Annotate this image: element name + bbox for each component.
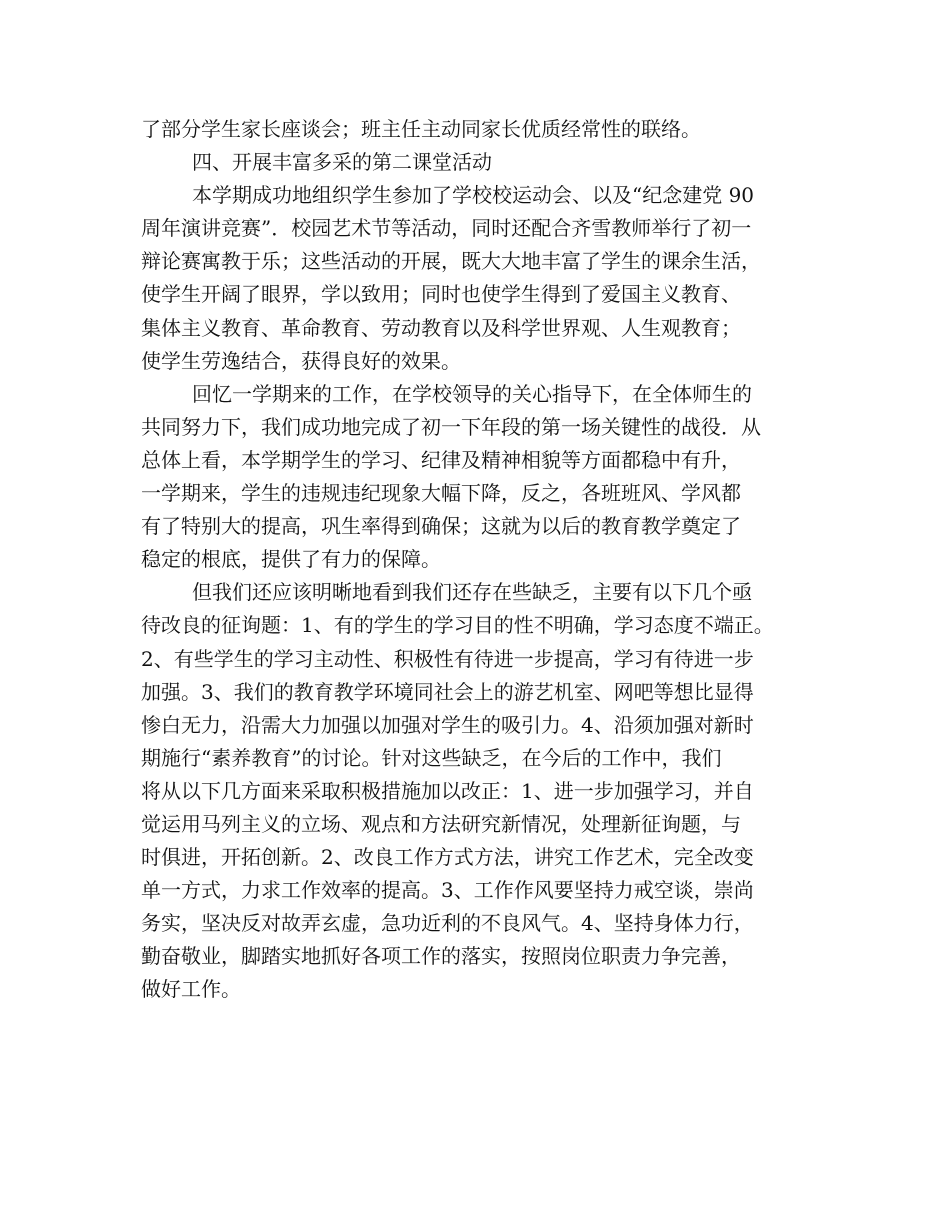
text-line: 回忆一学期来的工作，在学校领导的关心指导下，在全体师生的	[192, 381, 752, 406]
text-line: 有了特别大的提高，巩生率得到确保；这就为以后的教育教学奠定了	[141, 514, 741, 539]
text-line: 本学期成功地组织学生参加了学校校运动会、以及“纪念建党 90	[192, 183, 755, 208]
text-line: 将从以下几方面来采取积极措施加以改正：1、进一步加强学习，并自	[141, 778, 754, 803]
text-line: 单一方式，力求工作效率的提高。3、工作作风要坚持力戒空谈，崇尚	[141, 878, 754, 903]
text-line: 使学生开阔了眼界，学以致用；同时也使学生得到了爱国主义教育、	[141, 282, 741, 307]
text-line: 勤奋敬业，脚踏实地抓好各项工作的落实，按照岗位职责力争完善，	[141, 944, 741, 969]
text-line: 了部分学生家长座谈会；班主任主动同家长优质经常性的联络。	[141, 117, 701, 141]
text-line: 时俱进，开拓创新。2、改良工作方式方法，讲究工作艺术，完全改变	[141, 845, 754, 870]
text-line: 稳定的根底，提供了有力的保障。	[141, 547, 441, 572]
text-line: 使学生劳逸结合，获得良好的效果。	[141, 348, 461, 373]
text-line: 共同努力下，我们成功地完成了初一下年段的第一场关键性的战役．从	[141, 414, 761, 439]
text-line: 集体主义教育、革命教育、劳动教育以及科学世界观、人生观教育；	[141, 315, 741, 340]
text-line: 2、有些学生的学习主动性、积极性有待进一步提高，学习有待进一步	[141, 646, 754, 671]
section-heading: 四、开展丰富多采的第二课堂活动	[192, 150, 492, 175]
text-line: 待改良的征询题：1、有的学生的学习目的性不明确，学习态度不端正。	[141, 613, 774, 638]
text-line: 辩论赛寓教于乐；这些活动的开展，既大大地丰富了学生的课余生活，	[141, 249, 761, 274]
text-line: 觉运用马列主义的立场、观点和方法研究新情况，处理新征询题，与	[141, 811, 741, 836]
text-line: 做好工作。	[141, 977, 241, 1002]
text-line: 但我们还应该明晰地看到我们还存在些缺乏，主要有以下几个亟	[192, 580, 752, 605]
document-body	[141, 113, 821, 1007]
text-line: 务实，坚决反对故弄玄虚，急功近利的不良风气。4、坚持身体力行，	[141, 911, 754, 936]
text-line: 总体上看，本学期学生的学习、纪律及精神相貌等方面都稳中有升，	[141, 447, 741, 472]
text-line: 一学期来，学生的违规违纪现象大幅下降，反之，各班班风、学风都	[141, 481, 741, 506]
text-line: 加强。3、我们的教育教学环境同社会上的游艺机室、网吧等想比显得	[141, 679, 754, 704]
text-line: 期施行“素养教育”的讨论。针对这些缺乏，在今后的工作中，我们	[141, 745, 722, 770]
text-line: 惨白无力，沿需大力加强以加强对学生的吸引力。4、沿须加强对新时	[141, 712, 754, 737]
text-line: 周年演讲竞赛”．校园艺术节等活动，同时还配合齐雪教师举行了初一	[141, 216, 752, 241]
